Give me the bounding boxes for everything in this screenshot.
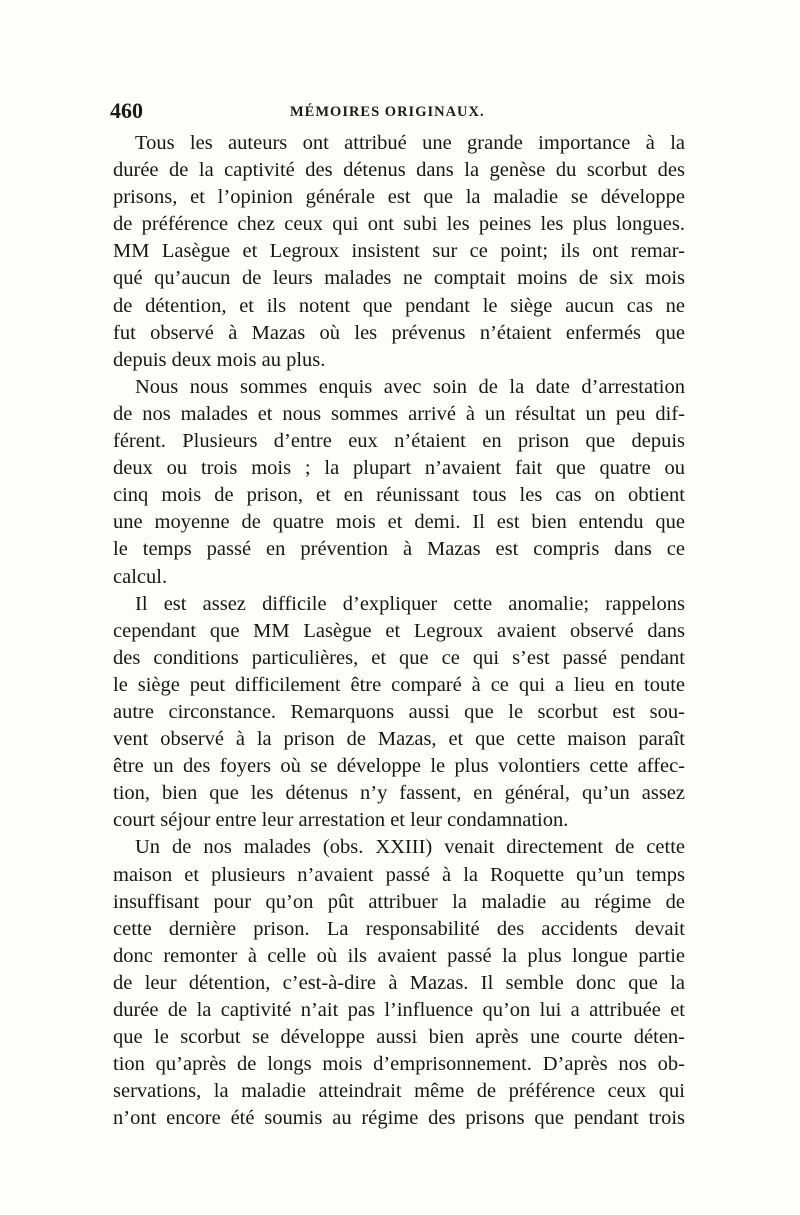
text-line: de leur détention, c’est-à-dire à Mazas. Il semble donc que la — [113, 971, 685, 994]
text-line: une moyenne de quatre mois et demi. Il est bien entendu que — [113, 511, 685, 534]
text-line: Il est assez difficile d’expliquer cette anomalie; rappelons — [135, 592, 685, 615]
text-line: court séjour entre leur arrestation et leur condamnation. — [113, 809, 569, 832]
text-line: MM Lasègue et Legroux insistent sur ce point; ils ont remar- — [113, 240, 685, 263]
text-line: insuffisant pour qu’on pût attribuer la maladie au régime de — [113, 890, 685, 913]
text-line: servations, la maladie atteindrait même de préférence ceux qui — [113, 1080, 685, 1103]
text-line: durée de la captivité des détenus dans la genèse du scorbut des — [113, 159, 685, 182]
text-line: que le scorbut se développe aussi bien après une courte déten- — [113, 1026, 685, 1049]
body-text — [113, 130, 685, 1132]
running-title: MÉMOIRES ORIGINAUX. — [290, 104, 485, 120]
text-line: donc remonter à celle où ils avaient passé la plus longue partie — [113, 944, 685, 967]
text-line: cependant que MM Lasègue et Legroux avaient observé dans — [113, 619, 685, 642]
text-line: de préférence chez ceux qui ont subi les peines les plus longues. — [113, 213, 685, 236]
text-line: de détention, et ils notent que pendant le siège aucun cas ne — [113, 294, 685, 317]
text-line: le temps passé en prévention à Mazas est compris dans ce — [113, 538, 685, 561]
text-line: Nous nous sommes enquis avec soin de la date d’arrestation — [135, 375, 685, 398]
text-line: depuis deux mois au plus. — [113, 348, 326, 371]
text-line: de nos malades et nous sommes arrivé à un résultat un peu dif- — [113, 402, 685, 425]
running-head — [110, 98, 700, 130]
text-line: être un des foyers où se développe le plus volontiers cette affec- — [113, 755, 685, 778]
text-line: maison et plusieurs n’avaient passé à la Roquette qu’un temps — [113, 863, 685, 886]
text-line: deux ou trois mois ; la plupart n’avaient fait que quatre ou — [113, 457, 685, 480]
text-line: férent. Plusieurs d’entre eux n’étaient en prison que depuis — [113, 430, 685, 453]
text-line: tion qu’après de longs mois d’emprisonnement. D’après nos ob- — [113, 1053, 685, 1076]
text-line: le siège peut difficilement être comparé à ce qui a lieu en toute — [113, 673, 685, 696]
text-line: Un de nos malades (obs. XXIII) venait directement de cette — [135, 836, 685, 859]
page-number: 460 — [110, 98, 143, 123]
text-line: autre circonstance. Remarquons aussi que le scorbut est sou- — [113, 700, 685, 723]
text-line: calcul. — [113, 565, 168, 588]
text-line: qué qu’aucun de leurs malades ne comptait moins de six mois — [113, 267, 685, 290]
text-line: Tous les auteurs ont attribué une grande importance à la — [135, 132, 685, 154]
text-line: des conditions particulières, et que ce qui s’est passé pendant — [113, 646, 685, 669]
text-line: durée de la captivité n’ait pas l’influence qu’on lui a attribuée et — [113, 999, 685, 1021]
text-line: prisons, et l’opinion générale est que la maladie se développe — [113, 186, 685, 209]
text-line: cette dernière prison. La responsabilité des accidents devait — [113, 917, 685, 940]
text-line: tion, bien que les détenus n’y fassent, en général, qu’un assez — [113, 782, 685, 805]
text-line: n’ont encore été soumis au régime des prisons que pendant trois — [113, 1107, 685, 1130]
text-line: cinq mois de prison, et en réunissant tous les cas on obtient — [113, 484, 685, 507]
text-line: vent observé à la prison de Mazas, et que cette maison paraît — [113, 728, 685, 751]
text-line: fut observé à Mazas où les prévenus n’étaient enfermés que — [113, 321, 685, 344]
